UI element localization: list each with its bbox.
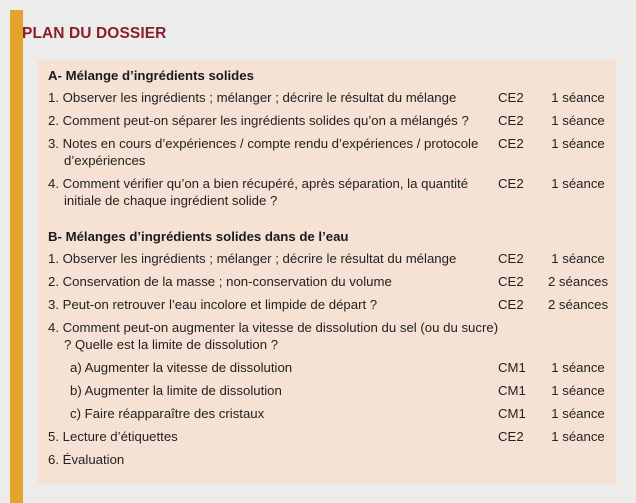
row-duration: 1 séance — [551, 251, 605, 266]
plan-row — [48, 135, 614, 169]
row-text: 2. Comment peut-on séparer les ingrédients solides qu’on a mélangés ? — [48, 113, 469, 128]
section-b — [48, 227, 614, 468]
plan-row — [48, 451, 614, 468]
row-duration: 1 séance — [551, 90, 605, 105]
row-text: 6. Évaluation — [48, 452, 125, 467]
row-level: CM1 — [498, 383, 526, 398]
plan-row — [48, 359, 614, 376]
row-text: 1. Observer les ingrédients ; mélanger ; décrire le résultat du mélange — [48, 90, 457, 105]
row-text: b) Augmenter la limite de dissolution — [70, 383, 282, 398]
plan-row — [48, 250, 614, 267]
row-duration: 1 séance — [551, 406, 605, 421]
plan-row — [48, 296, 614, 313]
plan-row — [48, 405, 614, 422]
section-gap — [48, 215, 614, 227]
row-level: CE2 — [498, 297, 524, 312]
plan-row — [48, 175, 614, 209]
row-text: 2. Conservation de la masse ; non-conservation du volume — [48, 274, 392, 289]
plan-row — [48, 89, 614, 106]
row-text: 4. Comment peut-on augmenter la vitesse de dissolution du sel (ou du sucre) ? Quelle est la limite de dissolution ? — [48, 320, 499, 352]
row-duration: 2 séances — [547, 297, 609, 312]
row-level: CE2 — [498, 113, 524, 128]
row-text: 4. Comment vérifier qu’on a bien récupéré, après séparation, la quantité initiale de chaque ingrédient solide ? — [48, 176, 469, 208]
section-heading: B- Mélanges d’ingrédients solides dans de l’eau — [48, 229, 349, 244]
plan-content — [48, 66, 614, 474]
row-duration: 1 séance — [551, 113, 605, 128]
row-duration: 1 séance — [551, 383, 605, 398]
row-text: c) Faire réapparaître des cristaux — [70, 406, 265, 421]
row-duration: 1 séance — [551, 176, 605, 191]
row-level: CM1 — [498, 360, 526, 375]
section-a — [48, 66, 614, 209]
row-level: CE2 — [498, 251, 524, 266]
plan-row — [48, 428, 614, 445]
row-text: 1. Observer les ingrédients ; mélanger ; décrire le résultat du mélange — [48, 251, 457, 266]
plan-row — [48, 112, 614, 129]
row-level: CE2 — [498, 274, 524, 289]
row-level: CE2 — [498, 90, 524, 105]
row-level: CM1 — [498, 406, 526, 421]
row-text: a) Augmenter la vitesse de dissolution — [70, 360, 293, 375]
row-text: 3. Peut-on retrouver l’eau incolore et limpide de départ ? — [48, 297, 378, 312]
row-level: CE2 — [498, 429, 524, 444]
page-title: PLAN DU DOSSIER — [22, 25, 167, 42]
row-text: 5. Lecture d’étiquettes — [48, 429, 178, 444]
plan-row — [48, 319, 614, 353]
row-duration: 1 séance — [551, 360, 605, 375]
accent-bar — [10, 10, 23, 503]
row-duration: 1 séance — [551, 136, 605, 151]
row-duration: 1 séance — [551, 429, 605, 444]
plan-row — [48, 382, 614, 399]
plan-row — [48, 273, 614, 290]
row-text: 3. Notes en cours d’expériences / compte rendu d’expériences / protocole d’expériences — [48, 136, 479, 168]
section-heading: A- Mélange d’ingrédients solides — [48, 68, 254, 83]
row-duration: 2 séances — [547, 274, 609, 289]
row-level: CE2 — [498, 136, 524, 151]
row-level: CE2 — [498, 176, 524, 191]
